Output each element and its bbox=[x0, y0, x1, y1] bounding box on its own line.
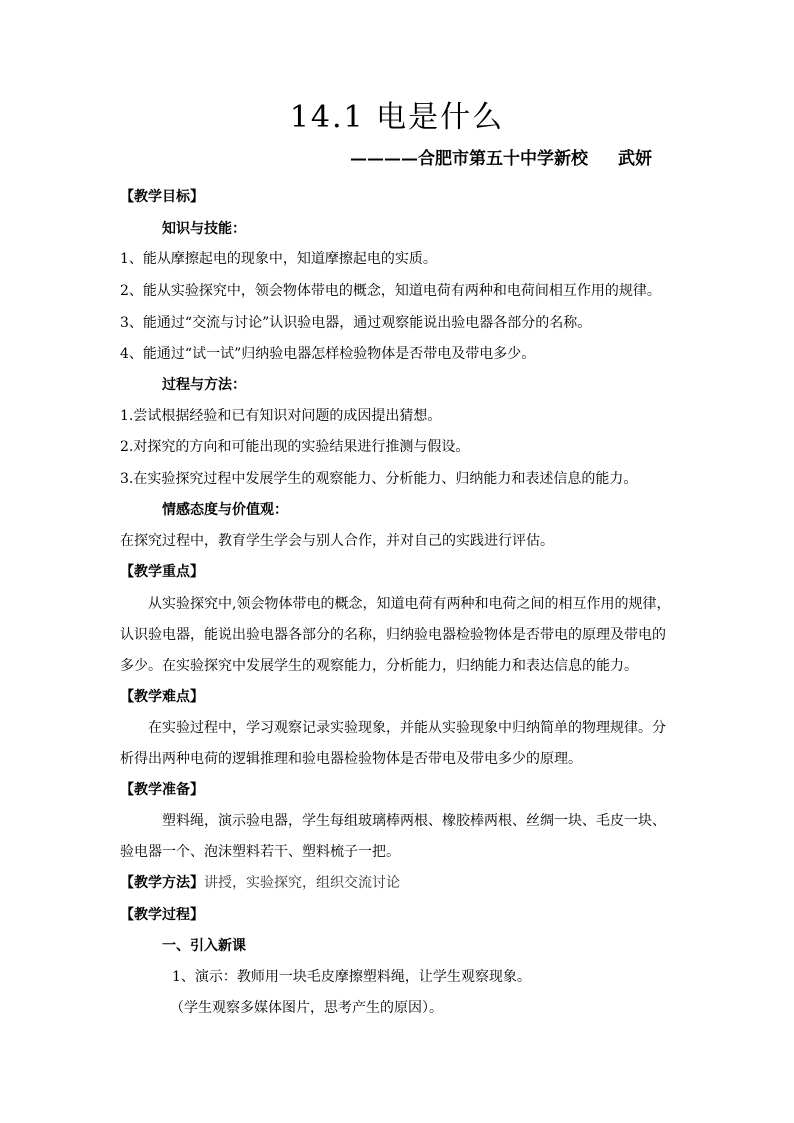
section-header-difficulties: 【教学难点】 bbox=[120, 689, 204, 705]
section-header-key-points: 【教学重点】 bbox=[120, 564, 204, 580]
process-section-heading: 一、引入新课 bbox=[162, 938, 246, 954]
key-points-line: 从实验探究中,领会物体带电的概念，知道电荷有两种和电荷之间的相互作用的规律， bbox=[148, 596, 671, 612]
key-points-line: 多少。在实验探究中发展学生的观察能力，分析能力，归纳能力和表达信息的能力。 bbox=[120, 658, 638, 674]
document-title: 14.1 电是什么 bbox=[289, 100, 505, 135]
subheading-process: 过程与方法： bbox=[162, 377, 246, 393]
preparation-line: 验电器一个、泡沫塑料若干、塑料梳子一把。 bbox=[120, 844, 400, 860]
section-header-method: 【教学方法】 bbox=[120, 875, 204, 891]
knowledge-item: 3、能通过“交流与讨论”认识验电器，通过观察能说出验电器各部分的名称。 bbox=[120, 315, 592, 331]
subheading-knowledge: 知识与技能： bbox=[162, 221, 246, 237]
difficulties-line: 析得出两种电荷的逻辑推理和验电器检验物体是否带电及带电多少的原理。 bbox=[120, 751, 582, 767]
attitude-text: 在探究过程中，教育学生学会与别人合作，并对自己的实践进行评估。 bbox=[120, 533, 554, 549]
section-header-process: 【教学过程】 bbox=[120, 907, 204, 923]
knowledge-item: 4、能通过“试一试”归纳验电器怎样检验物体是否带电及带电多少。 bbox=[120, 346, 536, 362]
knowledge-item: 1、能从摩擦起电的现象中，知道摩擦起电的实质。 bbox=[120, 251, 437, 267]
section-header-goals: 【教学目标】 bbox=[120, 189, 204, 205]
process-step: 1、演示：教师用一块毛皮摩擦塑料绳，让学生观察现象。 bbox=[172, 969, 531, 985]
preparation-line: 塑料绳，演示验电器，学生每组玻璃棒两根、橡胶棒两根、丝绸一块、毛皮一块、 bbox=[162, 813, 666, 829]
process-item: 1.尝试根据经验和已有知识对问题的成因提出猜想。 bbox=[120, 408, 442, 424]
school-name: ————合肥市第五十中学新校 bbox=[350, 149, 588, 169]
knowledge-item: 2、能从实验探究中，领会物体带电的概念，知道电荷有两种和电荷间相互作用的规律。 bbox=[120, 283, 661, 299]
process-note: （学生观察多媒体图片，思考产生的原因）。 bbox=[170, 1000, 443, 1016]
process-item: 2.对探究的方向和可能出现的实验结果进行推测与假设。 bbox=[120, 439, 470, 455]
difficulties-line: 在实验过程中，学习观察记录实验现象，并能从实验现象中归纳简单的物理规律。分 bbox=[148, 720, 666, 736]
method-text: 讲授，实验探究，组织交流讨论 bbox=[204, 875, 400, 891]
document-subtitle bbox=[350, 147, 652, 171]
method-line bbox=[120, 872, 400, 894]
section-header-preparation: 【教学准备】 bbox=[120, 782, 204, 798]
subheading-attitude: 情感态度与价值观： bbox=[162, 502, 288, 518]
process-item: 3.在实验探究过程中发展学生的观察能力、分析能力、归纳能力和表述信息的能力。 bbox=[120, 471, 638, 487]
author-name: 武妍 bbox=[618, 149, 652, 169]
key-points-line: 认识验电器，能说出验电器各部分的名称，归纳验电器检验物体是否带电的原理及带电的 bbox=[120, 627, 666, 643]
